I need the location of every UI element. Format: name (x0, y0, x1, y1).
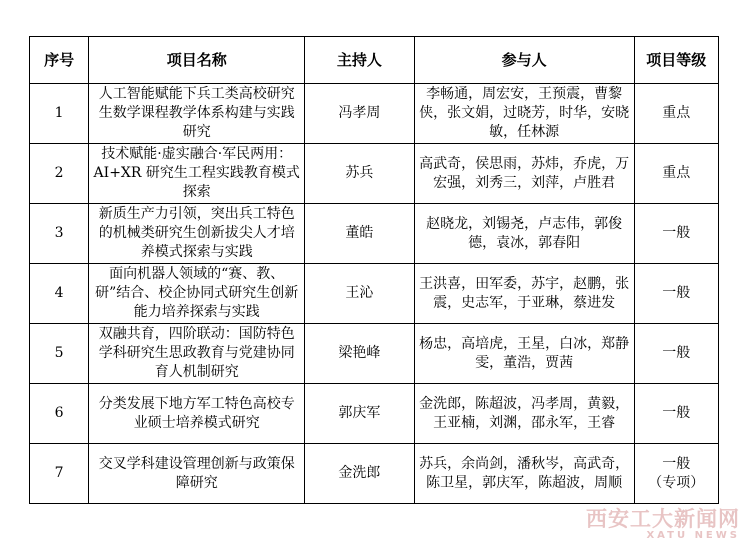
cell-level: 重点 (634, 144, 718, 204)
cell-no: 2 (30, 144, 89, 204)
header-level: 项目等级 (634, 37, 718, 84)
cell-level: 一般 （专项） (634, 444, 718, 504)
cell-name: 分类发展下地方军工特色高校专业硕士培养模式研究 (89, 384, 305, 444)
cell-no: 7 (30, 444, 89, 504)
cell-participants: 杨忠，高培虎，王星，白冰，郑静雯，董浩，贾茜 (414, 324, 634, 384)
cell-host: 梁艳峰 (305, 324, 414, 384)
cell-name: 新质生产力引领，突出兵工特色的机械类研究生创新拔尖人才培养模式探索与实践 (89, 204, 305, 264)
cell-level: 一般 (634, 384, 718, 444)
cell-level: 一般 (634, 264, 718, 324)
cell-no: 4 (30, 264, 89, 324)
header-participants: 参与人 (414, 37, 634, 84)
cell-level: 一般 (634, 324, 718, 384)
cell-participants: 苏兵，余尚剑，潘秋岑，高武奇，陈卫星，郭庆军，陈超波，周顺 (414, 444, 634, 504)
cell-level: 一般 (634, 204, 718, 264)
table-row (30, 324, 719, 384)
watermark-subtitle: XATU NEWS (646, 530, 740, 541)
cell-participants: 李畅通，周宏安，王预震，曹黎侠，张文娟，过晓芳，时华，安晓敏，任林源 (414, 84, 634, 144)
cell-level: 重点 (634, 84, 718, 144)
cell-no: 1 (30, 84, 89, 144)
cell-host: 王沁 (305, 264, 414, 324)
table-header-row (30, 37, 719, 84)
table-row (30, 204, 719, 264)
table-row (30, 84, 719, 144)
header-no: 序号 (30, 37, 89, 84)
cell-participants: 高武奇，侯思雨，苏炜，乔虎，万宏强，刘秀三，刘萍，卢胜君 (414, 144, 634, 204)
table-row (30, 144, 719, 204)
cell-participants: 王洪喜，田军委，苏宇，赵鹏，张震，史志军，于亚琳，蔡进发 (414, 264, 634, 324)
table-row (30, 444, 719, 504)
cell-name: 人工智能赋能下兵工类高校研究生数学课程教学体系构建与实践研究 (89, 84, 305, 144)
cell-host: 苏兵 (305, 144, 414, 204)
cell-participants: 金洗郎，陈超波，冯孝周，黄毅，王亚楠，刘渊，邵永军，王睿 (414, 384, 634, 444)
project-table (29, 36, 719, 504)
cell-host: 冯孝周 (305, 84, 414, 144)
cell-name: 双融共育，四阶联动：国防特色学科研究生思政教育与党建协同育人机制研究 (89, 324, 305, 384)
news-watermark (586, 509, 740, 541)
cell-host: 董皓 (305, 204, 414, 264)
watermark-title: 西安工大新闻网 (586, 507, 740, 531)
header-name: 项目名称 (89, 37, 305, 84)
cell-no: 6 (30, 384, 89, 444)
cell-name: 面向机器人领域的“赛、教、研”结合、校企协同式研究生创新能力培养探索与实践 (89, 264, 305, 324)
cell-name: 技术赋能·虚实融合·军民两用：AI+XR 研究生工程实践教育模式探索 (89, 144, 305, 204)
cell-no: 3 (30, 204, 89, 264)
header-host: 主持人 (305, 37, 414, 84)
table-row (30, 384, 719, 444)
cell-host: 郭庆军 (305, 384, 414, 444)
table-row (30, 264, 719, 324)
cell-name: 交叉学科建设管理创新与政策保障研究 (89, 444, 305, 504)
cell-host: 金洗郎 (305, 444, 414, 504)
cell-participants: 赵晓龙，刘锡尧，卢志伟，郭俊德，袁冰，郭春阳 (414, 204, 634, 264)
cell-no: 5 (30, 324, 89, 384)
